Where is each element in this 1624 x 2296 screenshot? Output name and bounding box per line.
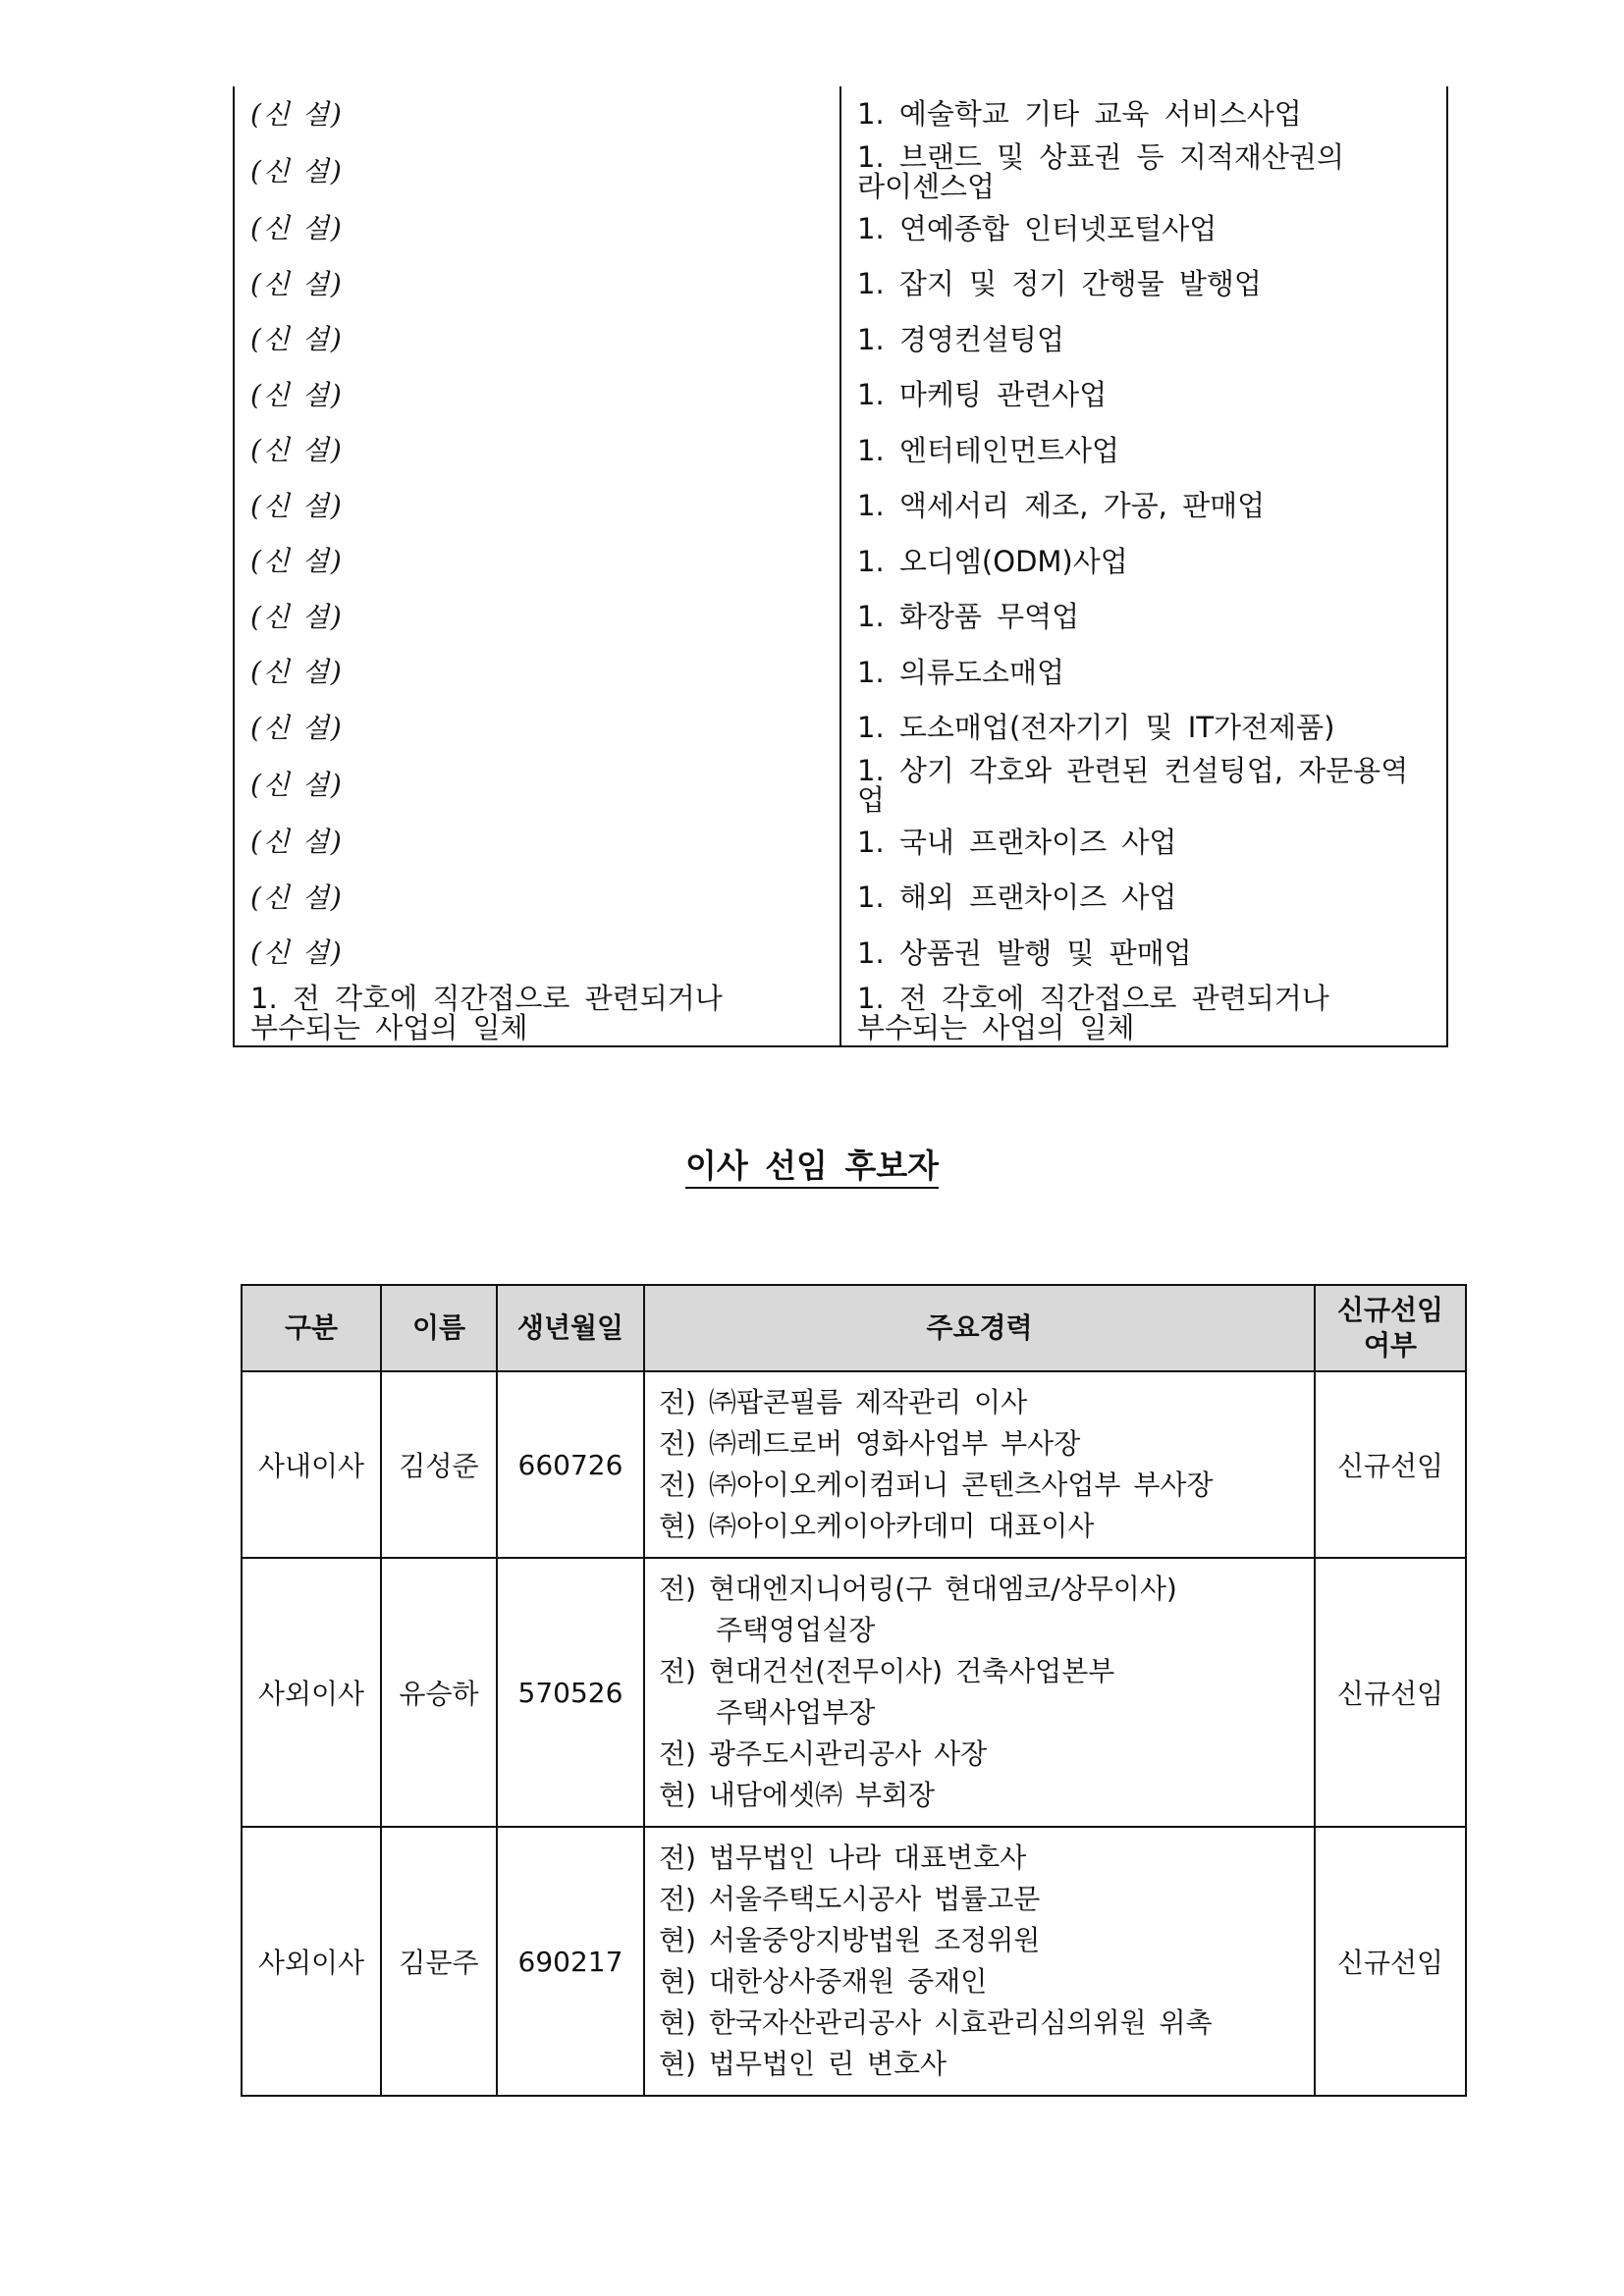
amendment-after (840, 139, 1447, 203)
amendment-before (234, 589, 840, 645)
candidate-category: 사외이사 (242, 1558, 381, 1827)
amendment-row-final (234, 981, 1447, 1046)
amendment-row (234, 815, 1447, 871)
amendment-after (840, 478, 1447, 534)
amendment-after-line: 1. 액세서리 제조, 가공, 판매업 (857, 489, 1266, 523)
amendment-after-line: 1. 엔터테인먼트사업 (857, 433, 1119, 467)
career-line: 현) 한국자산관리공사 시효관리심의위원 위촉 (659, 2006, 1213, 2039)
career-line: 전) 현대엔지니어링(구 현대엠코/상무이사) (659, 1573, 1177, 1605)
amendment-row (234, 142, 1447, 201)
amendment-after (840, 312, 1447, 368)
candidate-career (644, 1558, 1315, 1827)
new-establishment-label: (신 설) (250, 656, 344, 689)
new-establishment-label: (신 설) (250, 323, 344, 356)
amendment-after (840, 753, 1447, 817)
amendment-before (234, 423, 840, 479)
candidate-career (644, 1371, 1315, 1558)
header-birthdate: 생년월일 (497, 1285, 644, 1371)
amendment-row (234, 423, 1447, 479)
career-line: 전) 법무법인 나라 대표변호사 (659, 1842, 1027, 1874)
header-category: 구분 (242, 1285, 381, 1371)
new-establishment-label: (신 설) (250, 600, 344, 633)
new-establishment-label: (신 설) (250, 434, 344, 467)
career-line: 전) 현대건선(전무이사) 건축사업본부 (659, 1655, 1115, 1687)
amendment-row (234, 534, 1447, 590)
amendment-after-line: 1. 경영컨설팅업 (857, 322, 1064, 356)
new-establishment-label: (신 설) (250, 155, 344, 187)
header-new-appointment-line2: 여부 (1363, 1329, 1418, 1362)
header-career: 주요경력 (644, 1285, 1315, 1371)
amendment-before (234, 981, 840, 1046)
career-line: 현) 서울중앙지방법원 조정위원 (659, 1924, 1041, 1956)
amendment-before (234, 815, 840, 871)
amendment-after (840, 926, 1447, 982)
amendment-after-line: 1. 연예종합 인터넷포털사업 (857, 211, 1218, 245)
header-name: 이름 (381, 1285, 497, 1371)
amendment-line: 1. 전 각호에 직간접으로 관련되거나 (857, 982, 1329, 1015)
header-new-appointment-line1: 신규선임 (1336, 1294, 1444, 1326)
amendment-after-line: 1. 브랜드 및 상표권 등 지적재산권의 (857, 139, 1344, 174)
amendment-after-line: 1. 해외 프랜차이즈 사업 (857, 881, 1177, 915)
amendment-before (234, 926, 840, 982)
amendment-after-line: 1. 국내 프랜차이즈 사업 (857, 825, 1177, 859)
new-establishment-label: (신 설) (250, 97, 344, 131)
amendment-after (840, 367, 1447, 423)
amendment-before (234, 367, 840, 423)
amendment-after-line: 1. 도소매업(전자기기 및 IT가전제품) (857, 711, 1335, 745)
amendment-after (840, 201, 1447, 257)
candidates-header (242, 1285, 1466, 1371)
candidate-new-appointment: 신규선임 (1315, 1371, 1466, 1558)
amendment-after (840, 86, 1447, 142)
career-line: 현) 법무법인 린 변호사 (659, 2048, 947, 2080)
amendment-after (840, 423, 1447, 479)
candidate-name: 유승하 (381, 1558, 497, 1827)
amendment-row (234, 312, 1447, 368)
amendment-row (234, 700, 1447, 756)
amendment-after-line: 1. 의류도소매업 (857, 655, 1064, 689)
candidate-birthdate: 690217 (497, 1827, 644, 2096)
amendment-before (234, 201, 840, 257)
candidate-row (242, 1558, 1466, 1827)
candidates-body (242, 1371, 1466, 2096)
amendment-before (234, 256, 840, 312)
candidate-birthdate: 660726 (497, 1371, 644, 1558)
amendment-after-line: 1. 상기 각호와 관련된 컨설팅업, 자문용역업 (857, 753, 1409, 817)
amendment-after (840, 534, 1447, 590)
career-line: 주택영업실장 (716, 1614, 876, 1646)
amendment-after (840, 981, 1447, 1046)
amendment-row (234, 645, 1447, 701)
new-establishment-label: (신 설) (250, 489, 344, 522)
section-title (0, 1141, 1624, 1187)
amendment-row (234, 201, 1447, 257)
candidate-new-appointment: 신규선임 (1315, 1827, 1466, 2096)
career-line: 현) 대한상사중재원 중재인 (659, 1965, 988, 1998)
amendment-before (234, 870, 840, 926)
candidate-new-appointment: 신규선임 (1315, 1558, 1466, 1827)
articles-amendment-table (233, 86, 1448, 1047)
amendment-before (234, 756, 840, 815)
career-line: 현) 내담에셋㈜ 부회장 (659, 1779, 936, 1811)
candidate-category: 사외이사 (242, 1827, 381, 2096)
candidate-name: 김문주 (381, 1827, 497, 2096)
amendment-table-body (234, 86, 1447, 1046)
amendment-after (840, 256, 1447, 312)
amendment-row (234, 256, 1447, 312)
header-row (242, 1285, 1466, 1371)
amendment-row (234, 86, 1447, 142)
amendment-after-line: 1. 화장품 무역업 (857, 600, 1080, 634)
new-establishment-label: (신 설) (250, 936, 344, 970)
candidate-name: 김성준 (381, 1371, 497, 1558)
new-establishment-label: (신 설) (250, 378, 344, 411)
amendment-after-line: 1. 잡지 및 정기 간행물 발행업 (857, 267, 1262, 301)
amendment-before (234, 142, 840, 201)
amendment-after-line: 1. 예술학교 기타 교육 서비스사업 (857, 97, 1302, 132)
career-line: 전) ㈜레드로버 영화사업부 부사장 (659, 1427, 1081, 1460)
amendment-after-line: 1. 마케팅 관련사업 (857, 378, 1108, 412)
candidate-birthdate: 570526 (497, 1558, 644, 1827)
career-line: 전) 광주도시관리공사 사장 (659, 1737, 988, 1770)
amendment-row (234, 589, 1447, 645)
amendment-line: 1. 전 각호에 직간접으로 관련되거나 (250, 982, 723, 1015)
new-establishment-label: (신 설) (250, 212, 344, 245)
amendment-before (234, 645, 840, 701)
amendment-before (234, 700, 840, 756)
amendment-after-line: 1. 상품권 발행 및 판매업 (857, 935, 1192, 970)
amendment-before (234, 478, 840, 534)
career-line: 주택사업부장 (716, 1696, 876, 1729)
director-candidates-table (241, 1284, 1467, 2097)
amendment-after (840, 815, 1447, 871)
amendment-row (234, 870, 1447, 926)
amendment-row (234, 478, 1447, 534)
candidate-career (644, 1827, 1315, 2096)
new-establishment-label: (신 설) (250, 267, 344, 300)
amendment-line: 부수되는 사업의 일체 (857, 1011, 1135, 1044)
section-title-text: 이사 선임 후보자 (685, 1147, 939, 1189)
new-establishment-label: (신 설) (250, 545, 344, 578)
new-establishment-label: (신 설) (250, 711, 344, 744)
career-line: 전) ㈜아이오케이컴퍼니 콘텐츠사업부 부사장 (659, 1468, 1214, 1501)
amendment-after (840, 645, 1447, 701)
amendment-after-line: 라이센스업 (857, 169, 996, 203)
amendment-before (234, 534, 840, 590)
career-line: 전) ㈜팝콘필름 제작관리 이사 (659, 1386, 1028, 1418)
amendment-after-line: 1. 오디엠(ODM)사업 (857, 544, 1128, 578)
amendment-row (234, 756, 1447, 815)
amendment-after (840, 589, 1447, 645)
career-line: 현) ㈜아이오케이아카데미 대표이사 (659, 1510, 1095, 1542)
amendment-after (840, 700, 1447, 756)
new-establishment-label: (신 설) (250, 881, 344, 914)
candidate-row (242, 1827, 1466, 2096)
amendment-line: 부수되는 사업의 일체 (250, 1011, 528, 1044)
amendment-row (234, 367, 1447, 423)
career-line: 전) 서울주택도시공사 법률고문 (659, 1883, 1041, 1915)
header-new-appointment (1315, 1285, 1466, 1371)
amendment-after (840, 870, 1447, 926)
candidate-category: 사내이사 (242, 1371, 381, 1558)
amendment-before (234, 86, 840, 142)
new-establishment-label: (신 설) (250, 769, 344, 801)
amendment-row (234, 926, 1447, 982)
new-establishment-label: (신 설) (250, 826, 344, 859)
candidate-row (242, 1371, 1466, 1558)
amendment-before (234, 312, 840, 368)
